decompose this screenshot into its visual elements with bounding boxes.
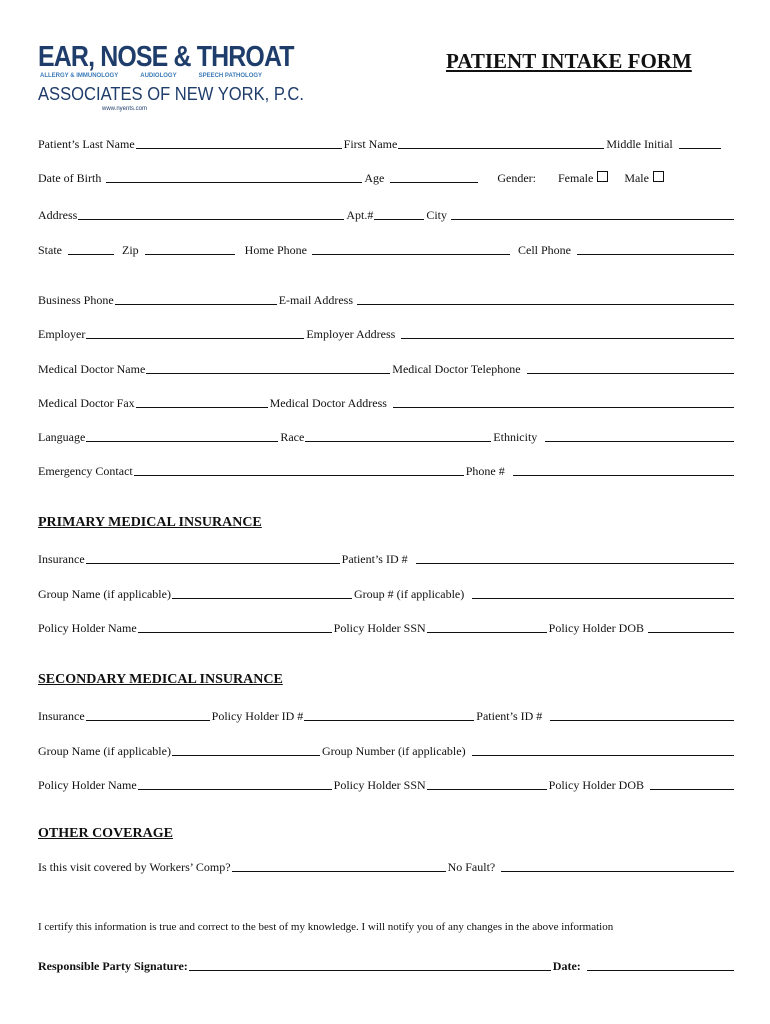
row-signature [38, 957, 736, 973]
secondary-group-name-label: Group Name (if applicable) [38, 744, 171, 758]
row-state [38, 241, 736, 257]
logo-specialties [38, 73, 270, 79]
cell-phone-field[interactable] [577, 243, 734, 255]
dob-label: Date of Birth [38, 171, 102, 185]
cell-phone-label: Cell Phone [518, 243, 571, 257]
row-secondary-group [38, 742, 736, 758]
business-phone-field[interactable] [115, 293, 277, 305]
secondary-group-number-field[interactable] [472, 744, 734, 756]
row-dob [38, 169, 736, 185]
secondary-group-number-label: Group Number (if applicable) [321, 744, 466, 758]
secondary-policy-holder-id-field[interactable] [304, 709, 474, 721]
primary-patient-id-label: Patient’s ID # [341, 552, 408, 566]
primary-group-no-field[interactable] [472, 587, 734, 599]
row-secondary-insurance [38, 707, 736, 723]
employer-address-field[interactable] [401, 327, 734, 339]
no-fault-field[interactable] [501, 860, 734, 872]
secondary-insurance-label: Insurance [38, 709, 85, 723]
male-checkbox[interactable] [653, 171, 664, 182]
primary-holder-name-label: Policy Holder Name [38, 621, 137, 635]
secondary-insurance-field[interactable] [86, 709, 210, 721]
md-phone-label: Medical Doctor Telephone [392, 362, 521, 376]
male-label: Male [624, 171, 649, 185]
date-field[interactable] [587, 959, 734, 971]
employer-address-label: Employer Address [306, 327, 396, 341]
secondary-holder-ssn-label: Policy Holder SSN [333, 778, 426, 792]
logo-specialty: AUDIOLOGY [140, 73, 177, 79]
primary-holder-ssn-label: Policy Holder SSN [333, 621, 426, 635]
city-label: City [426, 208, 447, 222]
home-phone-field[interactable] [312, 243, 510, 255]
row-other-coverage [38, 858, 736, 874]
secondary-holder-name-label: Policy Holder Name [38, 778, 137, 792]
md-phone-field[interactable] [527, 362, 734, 374]
md-address-field[interactable] [393, 396, 734, 408]
female-label: Female [557, 171, 594, 185]
last-name-field[interactable] [136, 137, 342, 149]
primary-group-name-field[interactable] [172, 587, 352, 599]
practice-logo [38, 41, 304, 112]
row-name [38, 135, 736, 151]
form-title: PATIENT INTAKE FORM [446, 49, 692, 73]
emergency-contact-label: Emergency Contact [38, 464, 133, 478]
language-label: Language [38, 430, 86, 444]
city-field[interactable] [451, 208, 734, 220]
race-label: Race [280, 430, 305, 444]
secondary-holder-dob-field[interactable] [650, 778, 734, 790]
gender-label: Gender: [497, 171, 536, 185]
logo-line-1: EAR, NOSE & THROAT [38, 41, 294, 73]
last-name-label: Patient’s Last Name [38, 137, 135, 151]
md-name-field[interactable] [146, 362, 390, 374]
no-fault-label: No Fault? [447, 860, 496, 874]
row-language [38, 428, 736, 444]
female-checkbox[interactable] [597, 171, 608, 182]
state-field[interactable] [68, 243, 114, 255]
row-address [38, 206, 736, 222]
row-employer [38, 325, 736, 341]
secondary-insurance-heading: SECONDARY MEDICAL INSURANCE [38, 672, 283, 687]
language-field[interactable] [86, 430, 278, 442]
signature-label: Responsible Party Signature: [38, 959, 188, 973]
secondary-holder-dob-label: Policy Holder DOB [548, 778, 644, 792]
apt-label: Apt.# [346, 208, 374, 222]
row-emergency [38, 462, 736, 478]
emergency-contact-field[interactable] [134, 464, 464, 476]
race-field[interactable] [305, 430, 491, 442]
address-field[interactable] [78, 208, 344, 220]
employer-label: Employer [38, 327, 86, 341]
age-label: Age [364, 171, 385, 185]
primary-patient-id-field[interactable] [416, 552, 734, 564]
employer-field[interactable] [86, 327, 304, 339]
ethnicity-field[interactable] [545, 430, 734, 442]
logo-line-3: ASSOCIATES OF NEW YORK, P.C. [38, 84, 304, 104]
certification-text: I certify this information is true and correct to the best of my knowledge. I will notify you of any changes in the above information [38, 921, 614, 933]
secondary-patient-id-label: Patient’s ID # [476, 709, 543, 723]
md-fax-label: Medical Doctor Fax [38, 396, 135, 410]
zip-label: Zip [122, 243, 139, 257]
secondary-patient-id-field[interactable] [550, 709, 734, 721]
row-md-name [38, 360, 736, 376]
row-secondary-holder [38, 776, 736, 792]
logo-website: www.nyents.com [102, 106, 148, 112]
row-business [38, 291, 736, 307]
primary-holder-name-field[interactable] [138, 621, 332, 633]
row-primary-group [38, 585, 736, 601]
zip-field[interactable] [145, 243, 235, 255]
row-primary-holder [38, 619, 736, 635]
home-phone-label: Home Phone [244, 243, 307, 257]
primary-group-no-label: Group # (if applicable) [353, 587, 465, 601]
state-label: State [38, 243, 62, 257]
ethnicity-label: Ethnicity [493, 430, 538, 444]
dob-field[interactable] [106, 171, 362, 183]
middle-initial-label: Middle Initial [606, 137, 673, 151]
primary-holder-ssn-field[interactable] [427, 621, 547, 633]
email-label: E-mail Address [278, 293, 354, 307]
logo-specialty: ALLERGY & IMMUNOLOGY [40, 73, 119, 79]
first-name-field[interactable] [398, 137, 604, 149]
secondary-policy-holder-id-label: Policy Holder ID # [211, 709, 304, 723]
row-primary-insurance [38, 550, 736, 566]
logo-specialty: SPEECH PATHOLOGY [198, 73, 263, 79]
md-address-label: Medical Doctor Address [269, 396, 387, 410]
address-label: Address [38, 208, 78, 222]
business-phone-label: Business Phone [38, 293, 114, 307]
md-name-label: Medical Doctor Name [38, 362, 146, 376]
age-field[interactable] [390, 171, 478, 183]
primary-holder-dob-field[interactable] [648, 621, 734, 633]
first-name-label: First Name [343, 137, 398, 151]
middle-initial-field[interactable] [679, 137, 721, 149]
primary-holder-dob-label: Policy Holder DOB [548, 621, 644, 635]
other-coverage-heading: OTHER COVERAGE [38, 826, 173, 841]
primary-group-name-label: Group Name (if applicable) [38, 587, 171, 601]
secondary-holder-ssn-field[interactable] [427, 778, 547, 790]
row-md-fax [38, 394, 736, 410]
secondary-group-name-field[interactable] [172, 744, 320, 756]
apt-field[interactable] [374, 208, 424, 220]
workers-comp-field[interactable] [232, 860, 446, 872]
md-fax-field[interactable] [136, 396, 268, 408]
phone-field[interactable] [513, 464, 734, 476]
secondary-holder-name-field[interactable] [138, 778, 332, 790]
primary-insurance-label: Insurance [38, 552, 85, 566]
phone-label: Phone # [465, 464, 505, 478]
workers-comp-label: Is this visit covered by Workers’ Comp? [38, 860, 231, 874]
email-field[interactable] [357, 293, 734, 305]
signature-field[interactable] [189, 959, 551, 971]
date-label: Date: [552, 959, 581, 973]
primary-insurance-heading: PRIMARY MEDICAL INSURANCE [38, 515, 262, 530]
primary-insurance-field[interactable] [86, 552, 340, 564]
